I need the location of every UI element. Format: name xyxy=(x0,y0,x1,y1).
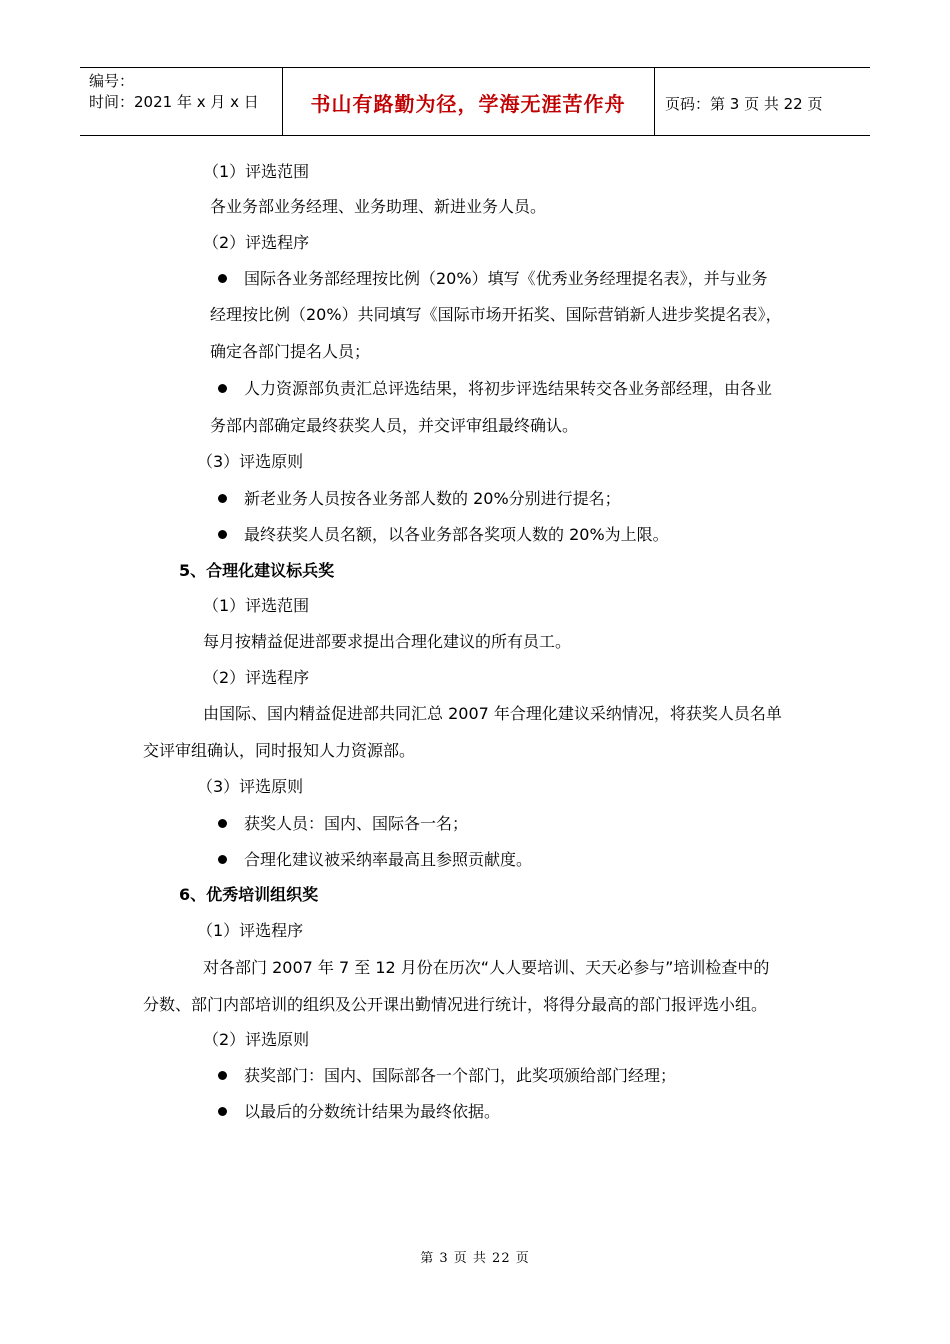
paragraph-line: 经理按比例（20%）共同填写《国际市场开拓奖、国际营销新人进步奖提名表》， xyxy=(210,305,782,324)
bullet-icon xyxy=(218,494,227,503)
bullet-item-line: 国际各业务部经理按比例（20%）填写《优秀业务经理提名表》，并与业务 xyxy=(244,269,768,288)
bullet-icon xyxy=(218,384,227,393)
page-footer: 第 3 页 共 22 页 xyxy=(420,1251,530,1266)
subsection-heading: （3）评选原则 xyxy=(197,452,304,471)
subsection-heading: （3）评选原则 xyxy=(197,777,304,796)
paragraph-line: 确定各部门提名人员； xyxy=(210,342,371,361)
bullet-item-line: 人力资源部负责汇总评选结果，将初步评选结果转交各业务部经理，由各业 xyxy=(244,379,773,398)
bullet-icon xyxy=(218,819,227,828)
bullet-item-line: 获奖部门：国内、国际部各一个部门，此奖项颁给部门经理； xyxy=(244,1066,677,1085)
header-meta xyxy=(89,71,259,113)
bullet-item-line: 合理化建议被采纳率最高且参照贡献度。 xyxy=(244,850,533,869)
paragraph-line: 务部内部确定最终获奖人员，并交评审组最终确认。 xyxy=(210,416,579,435)
document-time-label: 时间：2021 年 x 月 x 日 xyxy=(89,93,259,111)
header-motto: 书山有路勤为径，学海无涯苦作舟 xyxy=(310,92,626,116)
subsection-heading: （1）评选范围 xyxy=(203,596,310,615)
subsection-heading: （2）评选程序 xyxy=(203,233,310,252)
bullet-item-line: 以最后的分数统计结果为最终依据。 xyxy=(244,1102,501,1121)
bullet-icon xyxy=(218,1071,227,1080)
paragraph-line: 交评审组确认，同时报知人力资源部。 xyxy=(143,741,416,760)
bullet-item-line: 新老业务人员按各业务部人数的 20%分别进行提名； xyxy=(244,489,621,508)
paragraph-line: 对各部门 2007 年 7 至 12 月份在历次“人人要培训、天天必参与”培训检查中的 xyxy=(203,958,770,977)
section-heading: 5、合理化建议标兵奖 xyxy=(179,561,335,580)
bullet-icon xyxy=(218,855,227,864)
section-heading: 6、优秀培训组织奖 xyxy=(179,885,319,904)
subsection-heading: （2）评选程序 xyxy=(203,668,310,687)
document-number-label: 编号： xyxy=(89,72,135,90)
bullet-icon xyxy=(218,1107,227,1116)
bullet-item-line: 最终获奖人员名额，以各业务部各奖项人数的 20%为上限。 xyxy=(244,525,669,544)
page-header xyxy=(80,67,870,136)
header-page-info: 页码：第 3 页 共 22 页 xyxy=(665,95,823,113)
paragraph-line: 分数、部门内部培训的组织及公开课出勤情况进行统计，将得分最高的部门报评选小组。 xyxy=(143,995,768,1014)
bullet-icon xyxy=(218,274,227,283)
paragraph-line: 由国际、国内精益促进部共同汇总 2007 年合理化建议采纳情况，将获奖人员名单 xyxy=(203,704,782,723)
bullet-icon xyxy=(218,530,227,539)
paragraph-line: 每月按精益促进部要求提出合理化建议的所有员工。 xyxy=(203,632,572,651)
subsection-heading: （1）评选程序 xyxy=(197,921,304,940)
subsection-heading: （1）评选范围 xyxy=(203,162,310,181)
header-divider xyxy=(654,68,655,135)
bullet-item-line: 获奖人员：国内、国际各一名； xyxy=(244,814,469,833)
subsection-heading: （2）评选原则 xyxy=(203,1030,310,1049)
paragraph-line: 各业务部业务经理、业务助理、新进业务人员。 xyxy=(210,197,547,216)
